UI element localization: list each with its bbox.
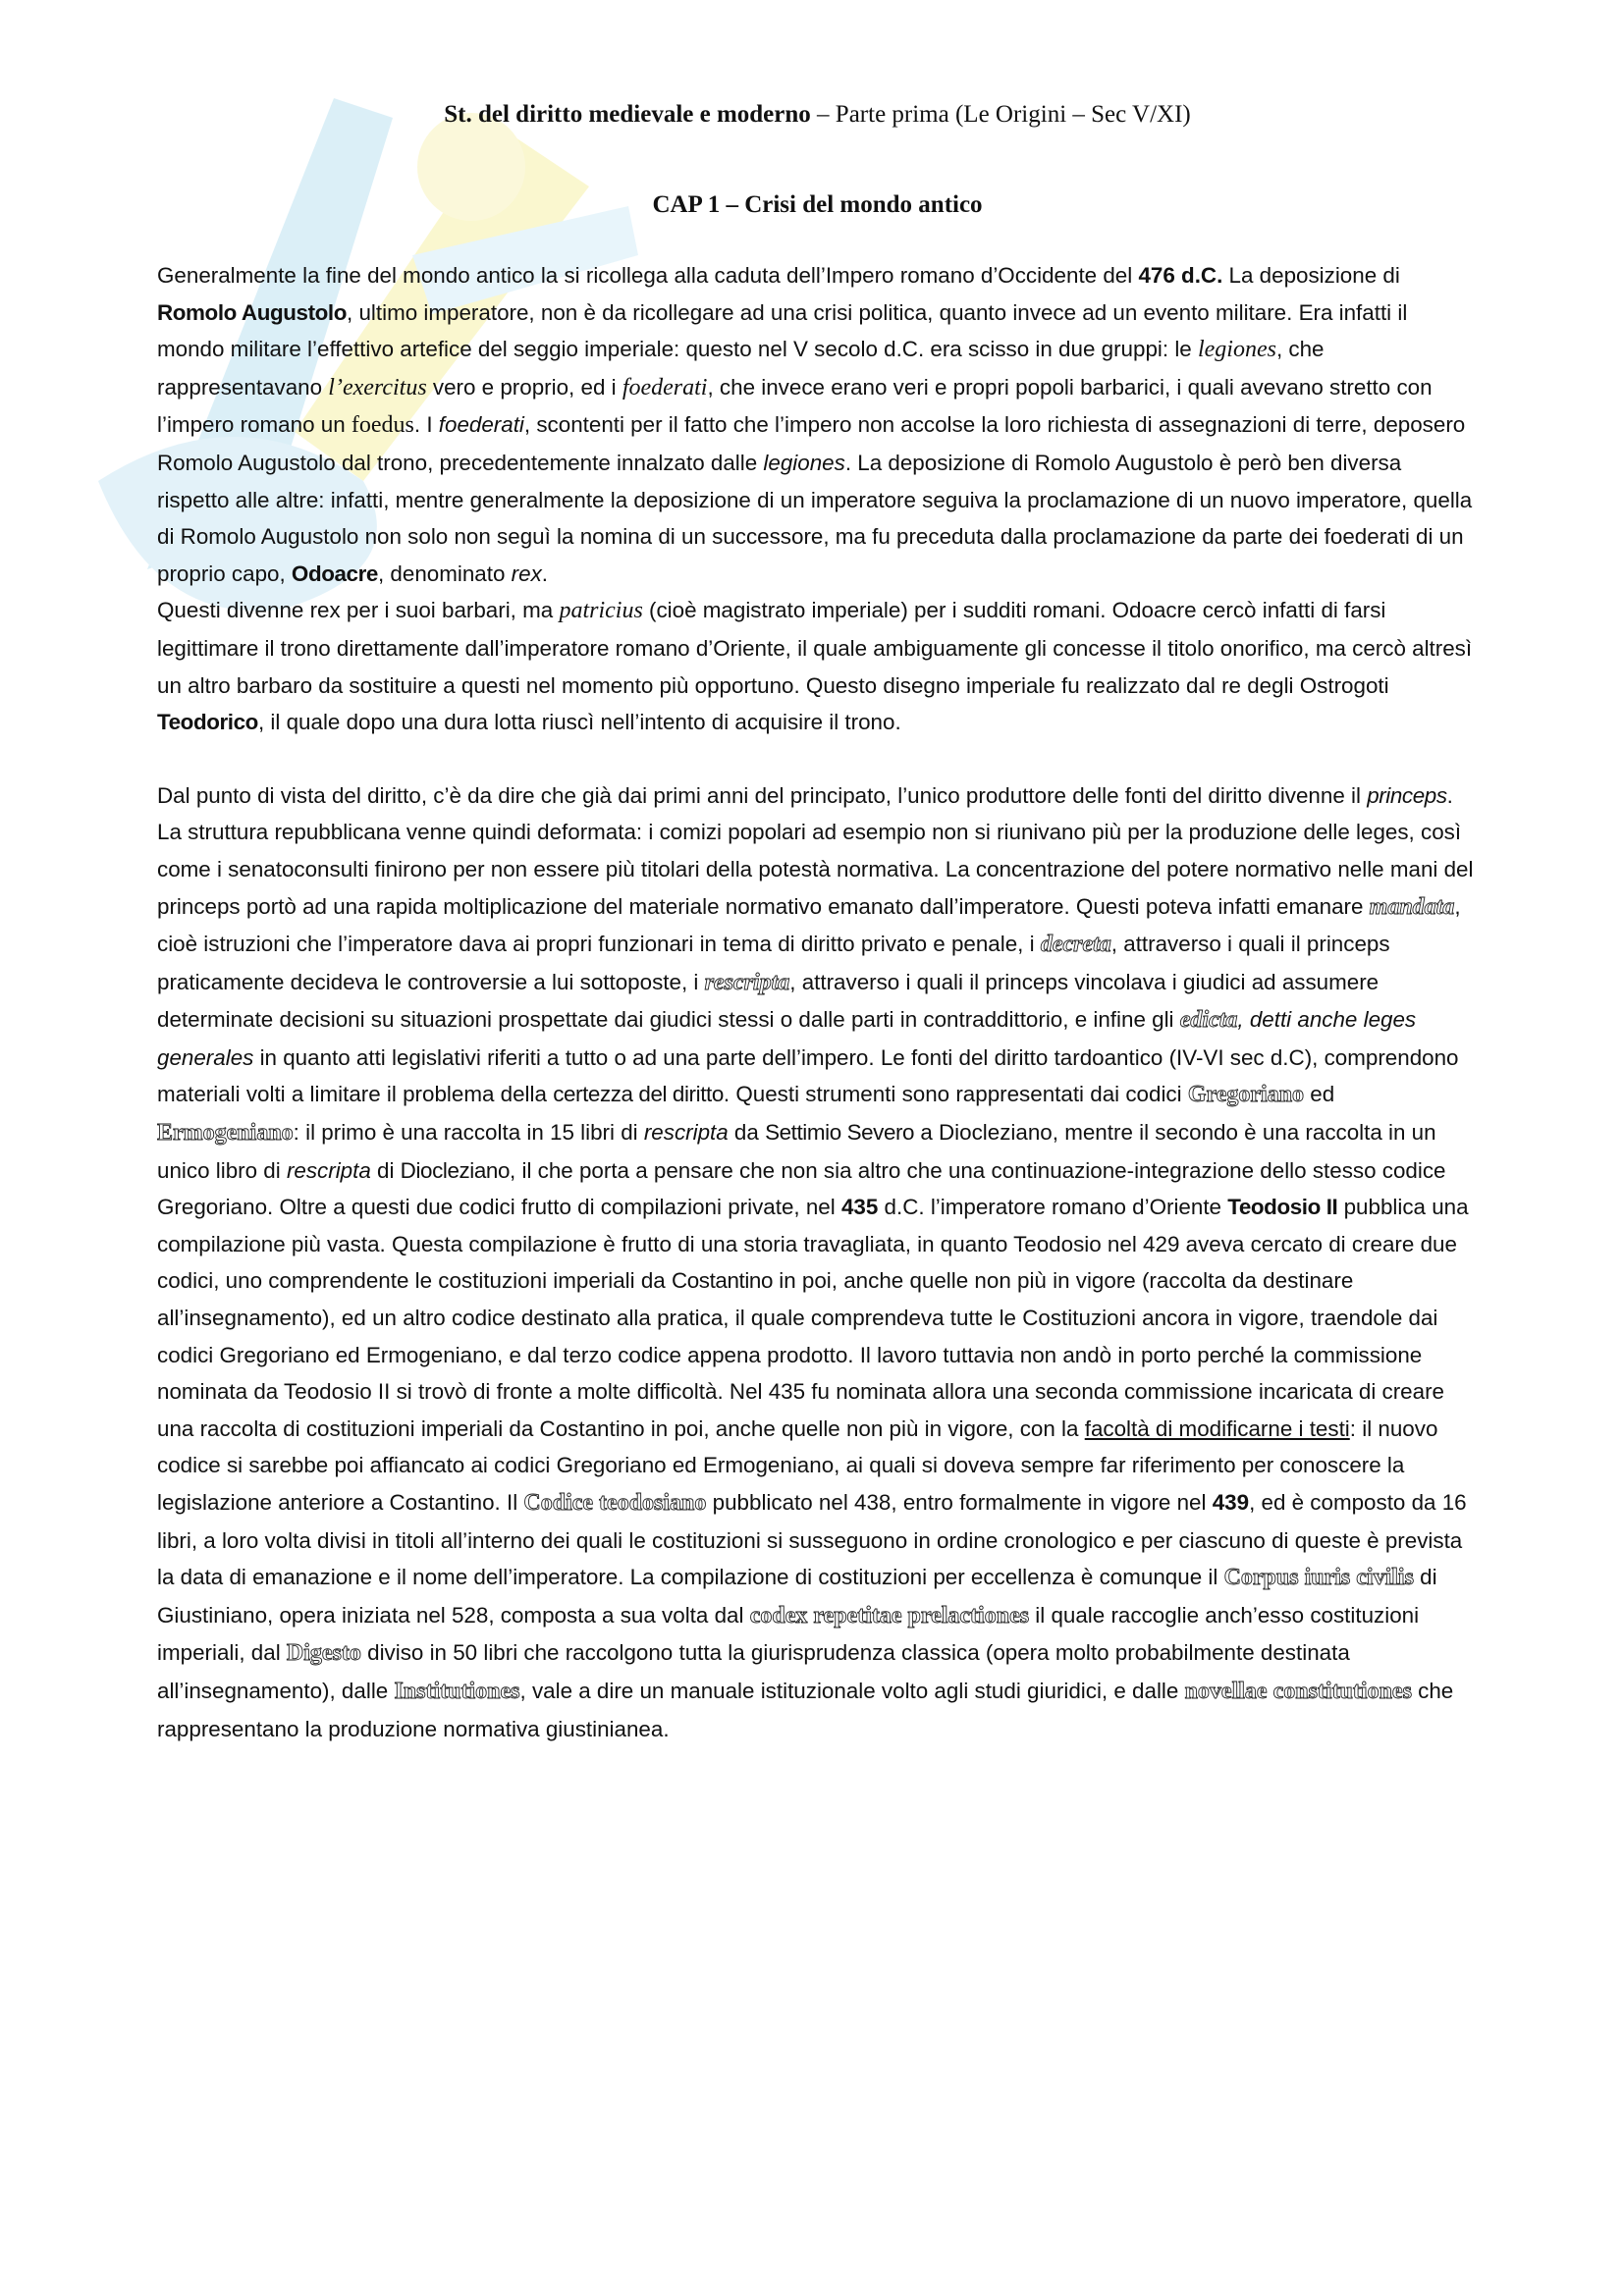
- text-run: . I: [413, 412, 439, 438]
- title-subtitle: – Parte prima (Le Origini – Sec V/XI): [817, 101, 1191, 128]
- text-run: . La deposizione di Romolo Augustolo è però ben diversa rispetto alle altre: infatti, mentre generalmente la deposizione di un imperatore seguiva la proclamazione di un nuovo imperatore, quella di Romolo Augustolo non solo non seguì la nomina di un successore, ma fu preceduta dalla proclamazione da parte dei foederati di un proprio capo,: [157, 450, 1473, 586]
- paragraph-fall-of-empire: [157, 257, 1478, 592]
- text-run: diviso in 50 libri che raccolgono tutta la giurisprudenza classica (opera molto probabilmente destinata all’insegnamento), dalle: [157, 1640, 1350, 1703]
- text-run: .: [541, 561, 548, 586]
- term-princeps: princeps: [1367, 782, 1447, 808]
- term-legiones: legiones: [763, 450, 845, 475]
- document-page: [157, 90, 1478, 1747]
- text-run: il quale raccoglie anch’esso costituzioni imperiali, dal: [157, 1602, 1420, 1666]
- term-certezza-del-diritto: certezza del diritto: [553, 1082, 724, 1107]
- paragraph-odoacre: [157, 592, 1478, 740]
- term-rescripta: rescripta: [704, 969, 790, 995]
- term-foedus: foedus: [351, 412, 414, 439]
- text-run: da: [728, 1120, 766, 1146]
- term-ermogeniano: Ermogeniano: [157, 1120, 294, 1147]
- text-run: vero e proprio, ed i: [426, 374, 622, 400]
- term-digesto: Digesto: [286, 1640, 361, 1667]
- text-run: , ultimo imperatore, non è da ricollegare ad una crisi politica, quanto invece ad un evento militare. Era infatti il mondo militare l’effettivo artefice del seggio imperiale: questo nel V secolo d.C. era scisso in due gruppi: le: [157, 299, 1408, 362]
- term-foederati: foederati: [622, 374, 708, 400]
- text-run: , ed è composto da 16 libri, a loro volta divisi in titoli all’interno dei quali le costituzioni si susseguono in ordine cronologico e per ciascuno di queste è prevista la data di emanazione e il nome dell’imperatore. La compilazione di costituzioni per eccellenza è comunque il: [157, 1490, 1467, 1590]
- text-run: di: [370, 1157, 401, 1183]
- term-novellae-constitutiones: novellae constitutiones: [1184, 1678, 1412, 1704]
- term-codice-teodosiano: Codice teodosiano: [523, 1490, 707, 1516]
- text-run: pubblica una compilazione più vasta. Questa compilazione è frutto di una storia travagliata, in quanto Teodosio nel 429 aveva cercato di creare due codici, uno comprendente le costituzioni imperiali da: [157, 1195, 1469, 1294]
- name-romolo-augustolo: Romolo Augustolo: [157, 299, 348, 325]
- text-run: , il quale dopo una dura lotta riuscì nell’intento di acquisire il trono.: [257, 710, 901, 735]
- term-rex: rex: [511, 561, 542, 586]
- term-gregoriano: Gregoriano: [1187, 1082, 1305, 1108]
- text-run: . La struttura repubblicana venne quindi deformata: i comizi popolari ad esempio non si riunivano più per la produzione delle leges, così come i senatoconsulti finirono per non essere più titolari della potestà normativa. La concentrazione del potere normativo nelle mani del princeps portò ad una rapida moltiplicazione del materiale normativo emanato dall’imperatore. Questi poteva infatti emanare: [157, 782, 1474, 919]
- text-run: , scontenti per il fatto che l’impero non accolse la loro richiesta di assegnazioni di terre, deposero Romolo Augustolo dal trono, precedentemente innalzato dalle: [157, 412, 1466, 475]
- term-codex-repetitae-prelactiones: codex repetitae prelactiones: [749, 1602, 1030, 1629]
- text-run: , mentre il secondo è una raccolta in un unico libro di: [157, 1120, 1436, 1183]
- name-diocleziano: Diocleziano: [400, 1157, 511, 1183]
- text-run: La deposizione di: [1222, 263, 1400, 288]
- term-mandata: mandata: [1369, 893, 1455, 920]
- text-run: , vale a dire un manuale istituzionale volto agli studi giuridici, e dalle: [519, 1678, 1185, 1703]
- name-costantino: Costantino: [671, 1268, 774, 1294]
- date-476: 476 d.C.: [1138, 263, 1223, 288]
- term-edicta: edicta: [1179, 1007, 1238, 1034]
- term-rescripta: rescripta: [643, 1120, 729, 1146]
- name-teodosio-ii: Teodosio II: [1227, 1195, 1338, 1220]
- name-teodorico: Teodorico: [157, 710, 258, 735]
- term-institutiones: Institutiones: [394, 1678, 520, 1704]
- term-rescripta: rescripta: [286, 1157, 371, 1183]
- text-run: , attraverso i quali il princeps vincolava i giudici ad assumere determinate decisioni su situazioni prospettate dai giudici stessi o dalle parti in contraddittorio, e infine gli: [157, 969, 1380, 1033]
- text-run: di Giustiniano, opera iniziata nel 528, composta a sua volta dal: [157, 1565, 1437, 1628]
- name-settimio-severo: Settimio Severo: [765, 1120, 915, 1146]
- text-run: , attraverso i quali il princeps praticamente decideva le controversie a lui sottoposte, i: [157, 932, 1390, 994]
- term-legiones: legiones: [1197, 337, 1276, 363]
- term-facolta-modificare: facoltà di modificarne i testi: [1084, 1415, 1350, 1441]
- term-patricius: patricius: [559, 598, 643, 624]
- document-title: [157, 100, 1478, 130]
- text-run: Dal punto di vista del diritto, c’è da dire che già dai primi anni del principato, l’unico produttore delle fonti del diritto divenne il: [157, 782, 1368, 808]
- term-leges-generales: , detti anche leges generales: [157, 1007, 1417, 1070]
- paragraph-sources-of-law: [157, 777, 1478, 1747]
- name-odoacre: Odoacre: [291, 561, 378, 586]
- text-run: a: [914, 1120, 940, 1146]
- text-run: , che rappresentavano: [157, 337, 1325, 400]
- text-run: , il che porta a pensare che non sia altro che una continuazione-integrazione dello stesso codice Gregoriano. Oltre a questi due codici frutto di compilazioni private, nel: [157, 1157, 1446, 1220]
- text-run: : il nuovo codice si sarebbe poi affiancato ai codici Gregoriano ed Ermogeniano, ai quali si doveva sempre far riferimento per conoscere la legislazione anteriore a Costantino. Il: [157, 1415, 1438, 1515]
- text-run: , denominato: [377, 561, 512, 586]
- term-foederati: foederati: [438, 412, 524, 438]
- text-run: d.C. l’imperatore romano d’Oriente: [878, 1195, 1228, 1220]
- text-run: pubblicato nel 438, entro formalmente in vigore nel: [706, 1490, 1213, 1515]
- text-run: , cioè istruzioni che l’imperatore dava ai propri funzionari in tema di diritto privato e penale, i: [157, 893, 1461, 957]
- text-run: : il primo è una raccolta in 15 libri di: [293, 1120, 644, 1146]
- date-439: 439: [1212, 1490, 1250, 1515]
- term-exercitus: l’exercitus: [328, 374, 427, 400]
- text-run: che rappresentano la produzione normativa giustinianea.: [157, 1678, 1454, 1741]
- text-run: , che invece erano veri e propri popoli barbarici, i quali avevano stretto con l’impero romano un: [157, 374, 1433, 438]
- text-run: (cioè magistrato imperiale) per i sudditi romani. Odoacre cercò infatti di farsi legittimare il trono direttamente dall’imperatore romano d’Oriente, il quale ambiguamente gli concesse il titolo onorifico, ma cercò altresì un altro barbaro da sostituire a questi nel momento più opportuno. Questo disegno imperiale fu realizzato dal re degli Ostrogoti: [157, 598, 1473, 698]
- text-run: ed: [1304, 1082, 1335, 1107]
- text-run: Questi divenne rex per i suoi barbari, ma: [157, 598, 560, 623]
- chapter-title: CAP 1 – Crisi del mondo antico: [652, 191, 983, 218]
- text-run: in poi, anche quelle non più in vigore (raccolta da destinare all’insegnamento), ed un altro codice destinato alla pratica, il quale comprendeva tutte le Costituzioni ancora in vigore, traendole dai codici Gregoriano ed Ermogeniano, e dal terzo codice appena prodotto. Il lavoro tuttavia non andò in porto perché la commissione nominata da Teodosio II si trovò di fronte a molte difficoltà. Nel 435 fu nominata allora una seconda commissione incaricata di creare una raccolta di costituzioni imperiali da Costantino in poi, anche quelle non più in vigore, con la: [157, 1268, 1444, 1441]
- term-corpus-iuris-civilis: Corpus iuris civilis: [1223, 1565, 1414, 1591]
- text-run: in quanto atti legislativi riferiti a tutto o ad una parte dell’impero. Le fonti del diritto tardoantico (IV-VI sec d.C), comprendono materiali volti a limitare il problema della: [157, 1044, 1459, 1107]
- name-diocleziano: Diocleziano: [939, 1120, 1053, 1146]
- text-run: . Questi strumenti sono rappresentati dai codici: [723, 1082, 1188, 1107]
- title-main: St. del diritto medievale e moderno: [444, 101, 811, 128]
- date-435: 435: [840, 1195, 879, 1220]
- term-decreta: decreta: [1040, 932, 1111, 958]
- text-run: Generalmente la fine del mondo antico la si ricollega alla caduta dell’Impero romano d’Occidente del: [157, 263, 1139, 288]
